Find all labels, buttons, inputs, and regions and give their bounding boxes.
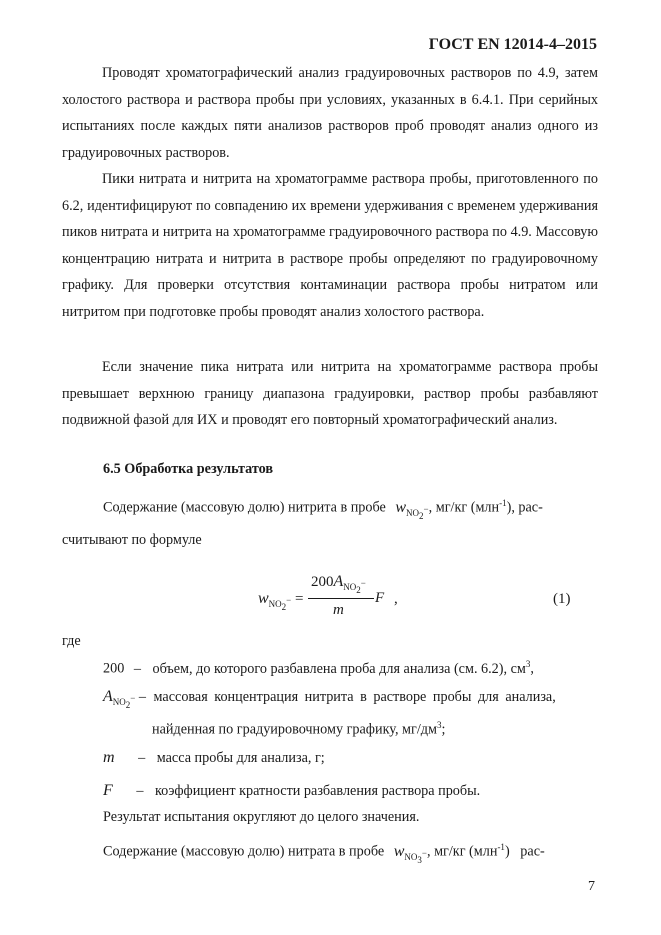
definition-sup: 3 [525, 659, 531, 669]
definition-a-sub: NO [112, 696, 126, 707]
definition-m-symbol: m [103, 749, 115, 766]
nitrite-text-b: , мг/кг (млн [428, 499, 500, 516]
formula-factor: F [375, 590, 385, 606]
formula-a-symbol: A [333, 573, 344, 590]
nitrite-exp: -1 [499, 498, 507, 508]
nitrate-text-c: ) рас- [504, 843, 545, 860]
definition-dash: – [138, 750, 146, 766]
definition-cont-text: найденная по градуировочному графику, мг/дм [152, 721, 437, 738]
nitrate-symbol-sub: NO [404, 851, 418, 862]
nitrate-text-a: Содержание (массовую долю) нитрата в пробе [103, 843, 385, 860]
paragraph-chromatographic-analysis: Проводят хроматографический анализ градуировочных растворов по 4.9, затем холостого раствора и раствора пробы при условиях, указанных в 6.4.1. При серийных испытаниях после каждых пяти анализов растворов проб проводят анализ одного из градуировочных растворов. [62, 65, 598, 161]
formula-denominator: m [333, 602, 344, 618]
definition-dash: – [138, 689, 146, 705]
definition-text: массовая концентрация нитрита в растворе пробы для анализа, [153, 689, 556, 705]
fraction-bar [308, 598, 374, 599]
standard-header: ГОСТ EN 12014-4–2015 [428, 36, 597, 53]
paragraph-peak-identification: Пики нитрата и нитрита на хроматограмме раствора пробы, приготовленного по 6.2, идентифицируют по совпадению их времени удерживания с временем удерживания пиков нитрата и нитрита на хроматограмме градуировочного раствора по 4.9. Массовую концентрацию нитрата и нитрита в растворе пробы определяют по градуировочному графику. Для проверки отсутствия контаминации раствора пробы нитратом или нитритом при подготовке пробы проводят анализ холостого раствора. [62, 171, 598, 320]
nitrite-text-c: ), рас- [506, 499, 543, 516]
definition-a-no2: $A_{NO_2^-}$ – массовая концентрация нитрита в растворе пробы для анализа, [103, 688, 556, 710]
definition-term: 200 [103, 660, 125, 677]
definition-f [103, 782, 480, 800]
formula-lhs: $w_{NO_2^-}$ = [258, 590, 304, 612]
formula-number: (1) [553, 591, 571, 607]
formula-comma: , [394, 591, 398, 607]
nitrate-exp: -1 [497, 842, 505, 852]
definition-f-symbol: F [103, 782, 113, 799]
definition-200 [103, 659, 534, 678]
formula-lhs-symbol: w [258, 590, 269, 607]
nitrite-sub-index: 2 [419, 510, 424, 521]
definition-m [103, 749, 325, 767]
paragraph-dilution: Если значение пика нитрата или нитрита на хроматограмме раствора пробы превышает верхнюю границу диапазона градуировки, раствор пробы разбавляют подвижной фазой для ИХ и проводят его повторный хроматографический анализ. [62, 359, 598, 428]
section-title: 6.5 Обработка результатов [103, 461, 274, 477]
formula-a-sub: NO [343, 582, 357, 592]
definition-tail: ; [441, 721, 446, 738]
where-label: где [62, 633, 81, 649]
definition-a-no2-cont [152, 720, 445, 739]
definition-text: коэффициент кратности разбавления раствора пробы. [154, 783, 481, 799]
nitrite-calc-line: считывают по формуле [62, 532, 202, 548]
definition-tail: , [530, 660, 534, 677]
nitrate-text-b: , мг/кг (млн [426, 843, 498, 860]
nitrate-sub-index: 3 [417, 854, 422, 865]
nitrate-content-line [103, 842, 599, 864]
nitrite-symbol-sub: NO [406, 507, 420, 518]
formula-lhs-sub: NO [268, 599, 282, 609]
definition-sup: 3 [436, 720, 442, 730]
definition-dash: – [136, 783, 144, 799]
nitrite-text-a: Содержание (массовую долю) нитрита в пробе [103, 499, 386, 516]
definition-text: объем, до которого разбавлена проба для анализа (см. 6.2), см [152, 660, 526, 677]
definition-a-symbol: A [103, 688, 113, 705]
nitrate-ion-charge: − [421, 847, 427, 858]
nitrite-symbol: w [395, 498, 407, 516]
formula-coef: 200 [311, 574, 334, 590]
definition-dash: – [133, 660, 141, 677]
nitrate-symbol: w [393, 842, 405, 860]
definition-text: масса пробы для анализа, г; [156, 750, 325, 766]
result-rounding: Результат испытания округляют до целого значения. [103, 809, 420, 825]
nitrite-ion-charge: − [423, 503, 429, 514]
page-number: 7 [588, 879, 595, 894]
formula-numerator: $200A_{NO_2^-}$ [311, 573, 366, 595]
nitrite-content-line [103, 498, 599, 520]
